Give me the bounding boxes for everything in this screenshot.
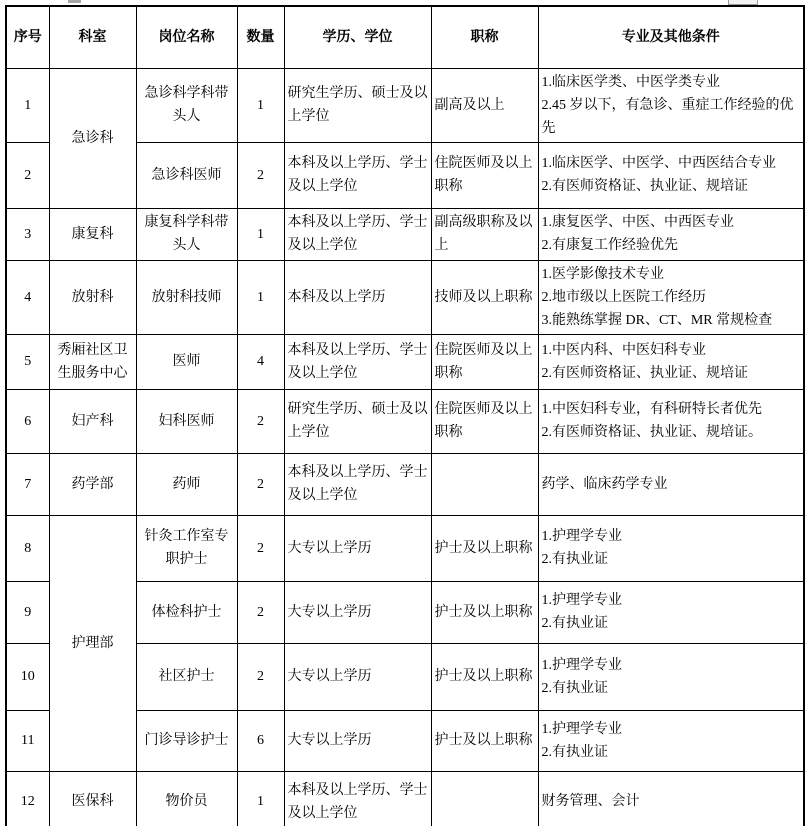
table-body <box>6 68 804 826</box>
condition-line: 2.有康复工作经验优先 <box>541 238 678 253</box>
cell-title <box>431 453 538 515</box>
cell-count: 6 <box>237 710 284 771</box>
recruitment-table <box>5 5 805 826</box>
cell-index: 1 <box>6 68 49 142</box>
column-header-department: 科室 <box>49 6 136 68</box>
condition-line: 1.临床医学、中医学、中西医结合专业 <box>541 156 776 171</box>
cell-education: 大专以上学历 <box>284 710 431 771</box>
column-header-index: 序号 <box>6 6 49 68</box>
cell-position: 急诊科医师 <box>136 142 237 208</box>
cell-department: 医保科 <box>49 771 136 826</box>
cell-conditions <box>538 334 804 389</box>
cell-title <box>431 771 538 826</box>
cell-conditions <box>538 771 804 826</box>
cell-index: 8 <box>6 515 49 581</box>
cell-count: 1 <box>237 208 284 260</box>
condition-line: 2.有医师资格证、执业证、规培证 <box>541 365 748 381</box>
cell-count: 2 <box>237 453 284 515</box>
condition-line: 2.45 岁以下，有急诊、重症工作经验的优先 <box>541 97 794 136</box>
cell-conditions <box>538 389 804 453</box>
cell-title: 护士及以上职称 <box>431 710 538 771</box>
cell-position: 门诊导诊护士 <box>136 710 237 771</box>
condition-line: 2.有医师资格证、执业证、规培证。 <box>541 425 762 440</box>
cell-position: 医师 <box>136 334 237 389</box>
cell-education: 研究生学历、硕士及以上学位 <box>284 68 431 142</box>
cell-conditions <box>538 68 804 142</box>
cell-title: 护士及以上职称 <box>431 515 538 581</box>
condition-line: 2.有执业证 <box>541 616 608 631</box>
column-header-count: 数量 <box>237 6 284 68</box>
cell-education: 本科及以上学历、学士及以上学位 <box>284 771 431 826</box>
cell-position: 放射科技师 <box>136 260 237 334</box>
table-row <box>6 515 804 581</box>
cell-title: 副高级职称及以上 <box>431 208 538 260</box>
cell-education: 本科及以上学历、学士及以上学位 <box>284 334 431 389</box>
cell-index: 7 <box>6 453 49 515</box>
condition-line: 1.中医内科、中医妇科专业 <box>541 342 706 358</box>
cell-position: 体检科护士 <box>136 581 237 643</box>
cell-department: 秀厢社区卫生服务中心 <box>49 334 136 389</box>
cell-conditions <box>538 453 804 515</box>
cell-education: 大专以上学历 <box>284 515 431 581</box>
cell-conditions <box>538 515 804 581</box>
cell-count: 2 <box>237 581 284 643</box>
column-header-title: 职称 <box>431 6 538 68</box>
table-row <box>6 260 804 334</box>
cell-position: 药师 <box>136 453 237 515</box>
condition-line: 2.有执业证 <box>541 744 608 760</box>
cell-education: 本科及以上学历、学士及以上学位 <box>284 142 431 208</box>
cell-count: 2 <box>237 142 284 208</box>
cell-position: 康复科学科带头人 <box>136 208 237 260</box>
cell-conditions <box>538 260 804 334</box>
column-header-conditions: 专业及其他条件 <box>538 6 804 68</box>
cell-conditions <box>538 710 804 771</box>
cell-index: 9 <box>6 581 49 643</box>
condition-line: 2.有医师资格证、执业证、规培证 <box>541 179 748 194</box>
table-row <box>6 68 804 142</box>
table-header-row <box>6 6 804 68</box>
cell-department: 放射科 <box>49 260 136 334</box>
cell-count: 2 <box>237 643 284 710</box>
cell-index: 12 <box>6 771 49 826</box>
condition-line: 1.康复医学、中医、中西医专业 <box>541 215 734 230</box>
cell-count: 1 <box>237 68 284 142</box>
table-row <box>6 334 804 389</box>
cell-index: 2 <box>6 142 49 208</box>
screen-artifact-left <box>68 0 81 3</box>
cell-title: 住院医师及以上职称 <box>431 389 538 453</box>
cell-index: 10 <box>6 643 49 710</box>
cell-position: 针灸工作室专职护士 <box>136 515 237 581</box>
cell-title: 副高及以上 <box>431 68 538 142</box>
condition-line: 2.有执业证 <box>541 680 608 696</box>
cell-count: 1 <box>237 771 284 826</box>
column-header-position: 岗位名称 <box>136 6 237 68</box>
condition-line: 1.临床医学类、中医学类专业 <box>541 74 720 90</box>
column-header-education: 学历、学位 <box>284 6 431 68</box>
condition-line: 1.中医妇科专业，有科研特长者优先 <box>541 402 762 417</box>
condition-line: 2.地市级以上医院工作经历 <box>541 289 706 305</box>
cell-position: 物价员 <box>136 771 237 826</box>
cell-title: 住院医师及以上职称 <box>431 334 538 389</box>
cell-position: 急诊科学科带头人 <box>136 68 237 142</box>
cell-title: 护士及以上职称 <box>431 643 538 710</box>
condition-line: 1.护理学专业 <box>541 593 622 608</box>
condition-line: 1.医学影像技术专业 <box>541 266 664 282</box>
condition-line: 1.护理学专业 <box>541 657 622 673</box>
cell-index: 11 <box>6 710 49 771</box>
cell-count: 2 <box>237 515 284 581</box>
cell-title: 护士及以上职称 <box>431 581 538 643</box>
cell-count: 2 <box>237 389 284 453</box>
table-row <box>6 771 804 826</box>
condition-line: 2.有执业证 <box>541 552 608 567</box>
cell-conditions <box>538 208 804 260</box>
cell-department: 药学部 <box>49 453 136 515</box>
cell-department: 妇产科 <box>49 389 136 453</box>
cell-department: 急诊科 <box>49 68 136 208</box>
condition-line: 财务管理、会计 <box>541 794 640 810</box>
cell-position: 妇科医师 <box>136 389 237 453</box>
cell-count: 4 <box>237 334 284 389</box>
cell-department: 康复科 <box>49 208 136 260</box>
cell-title: 住院医师及以上职称 <box>431 142 538 208</box>
cell-conditions <box>538 643 804 710</box>
condition-line: 3.能熟练掌握 DR、CT、MR 常规检查 <box>541 312 773 328</box>
cell-education: 本科及以上学历、学士及以上学位 <box>284 208 431 260</box>
cell-index: 3 <box>6 208 49 260</box>
table-row <box>6 208 804 260</box>
condition-line: 1.护理学专业 <box>541 721 622 737</box>
table-row <box>6 453 804 515</box>
cell-index: 6 <box>6 389 49 453</box>
cell-position: 社区护士 <box>136 643 237 710</box>
condition-line: 药学、临床药学专业 <box>541 476 668 492</box>
cell-index: 5 <box>6 334 49 389</box>
cell-index: 4 <box>6 260 49 334</box>
cell-education: 大专以上学历 <box>284 643 431 710</box>
cell-title: 技师及以上职称 <box>431 260 538 334</box>
cell-education: 本科及以上学历、学士及以上学位 <box>284 453 431 515</box>
cell-department: 护理部 <box>49 515 136 771</box>
cell-education: 本科及以上学历 <box>284 260 431 334</box>
cell-conditions <box>538 581 804 643</box>
condition-line: 1.护理学专业 <box>541 529 622 544</box>
cell-education: 大专以上学历 <box>284 581 431 643</box>
table-row <box>6 389 804 453</box>
cell-education: 研究生学历、硕士及以上学位 <box>284 389 431 453</box>
cell-count: 1 <box>237 260 284 334</box>
cell-conditions <box>538 142 804 208</box>
